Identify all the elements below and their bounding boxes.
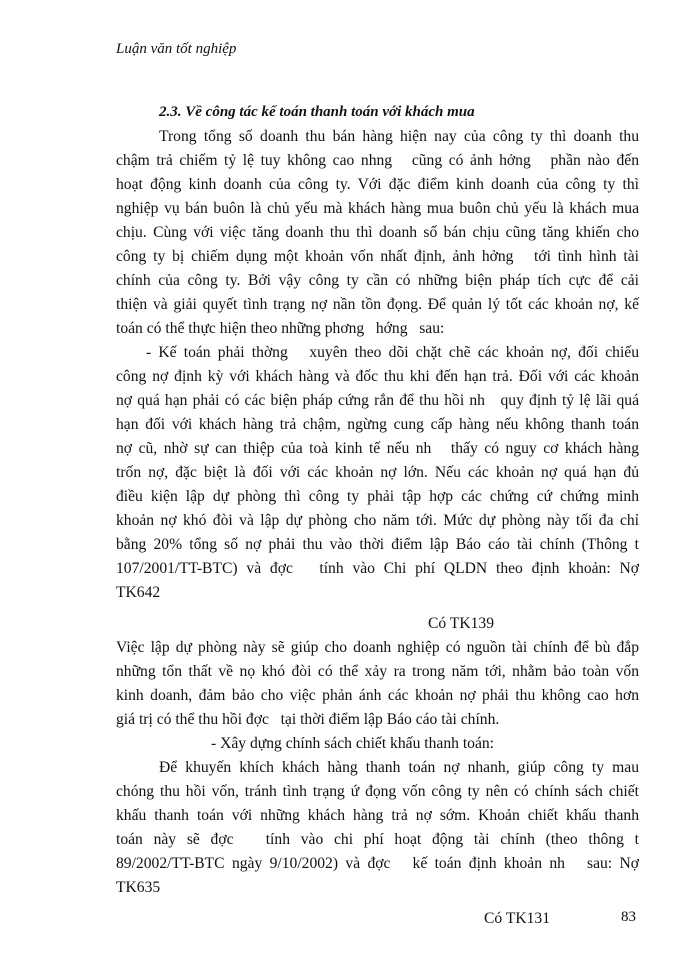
text-line: toán này sẽ đợc tính vào chi phí hoạt động tài chính (theo thông t [116, 831, 639, 848]
text-line: TK642 [116, 584, 161, 601]
text-line: - Kế toán phải thờng xuyên theo dõi chặt chẽ các khoản nợ, đối chiếu [146, 344, 639, 361]
text-line: điều kiện lập dự phòng thì công ty phải tập hợp các chứng cứ chứng minh [116, 488, 639, 505]
text-line: khấu thanh toán với những khách hàng trả nợ sớm. Khoản chiết khấu thanh [116, 807, 639, 824]
text-line: 89/2002/TT-BTC ngày 9/10/2002) và đợc kế toán định khoản nh sau: Nợ [116, 855, 639, 872]
credit-account-line: Có TK131 [484, 910, 550, 927]
text-line: chóng thu hồi vốn, tránh tình trạng ứ đọng vốn công ty nên có chính sách chiết [116, 783, 639, 800]
text-line: nghiệp vụ bán buôn là chủ yếu mà khách hàng mua buôn chủ yếu là khách mua [116, 200, 639, 217]
text-line: kinh doanh, đảm bảo cho việc phản ánh các khoản nợ phải thu không cao hơn [116, 687, 639, 704]
text-line: nợ cũ, nhờ sự can thiệp của toà kinh tế nếu nh thấy có nguy cơ khách hàng [116, 440, 639, 457]
text-line: bằng 20% tổng số nợ phải thu vào thời điểm lập Báo cáo tài chính (Thông t [116, 536, 639, 553]
text-line: công nợ định kỳ với khách hàng và đốc thu khi đến hạn trả. Đối với các khoản [116, 368, 639, 385]
text-line: khoản nợ khó đòi và lập dự phòng cho năm tới. Mức dự phòng này tối đa chỉ [116, 512, 639, 529]
section-title: 2.3. Về công tác kế toán thanh toán với khách mua [159, 104, 475, 120]
text-line: những tổn thất về nọ khó đòi có thể xảy ra trong năm tới, nhằm bảo toàn vốn [116, 663, 639, 680]
text-line: Để khuyến khích khách hàng thanh toán nợ nhanh, giúp công ty mau [159, 759, 639, 776]
text-line: chậm trả chiếm tỷ lệ tuy không cao nhng cũng có ảnh hởng phần nào đến [116, 152, 639, 169]
credit-account-line: Có TK139 [428, 615, 494, 632]
text-line: giá trị có thể thu hồi đợc tại thời điểm lập Báo cáo tài chính. [116, 711, 500, 728]
text-line: - Xây dựng chính sách chiết khấu thanh toán: [211, 735, 494, 752]
text-line: Trong tổng số doanh thu bán hàng hiện nay của công ty thì doanh thu [159, 128, 639, 145]
text-line: công ty bị chiếm dụng một khoản vốn nhất định, ảnh hởng tới tình hình tài [116, 248, 639, 265]
text-line: chính của công ty. Bởi vậy công ty cần có những biện pháp tích cực để cải [116, 272, 639, 289]
text-line: chịu. Cùng với việc tăng doanh thu thì doanh số bán chịu cũng tăng khiến cho [116, 224, 639, 241]
text-line: Việc lập dự phòng này sẽ giúp cho doanh nghiệp có nguồn tài chính để bù đắp [116, 639, 639, 656]
text-line: 107/2001/TT-BTC) và đợc tính vào Chi phí QLDN theo định khoản: Nợ [116, 560, 639, 577]
text-line: hoạt động kinh doanh của công ty. Với đặc điểm kinh doanh của công ty thì [116, 176, 639, 193]
document-header: Luận văn tốt nghiệp [116, 41, 237, 57]
text-line: hạn đối với khách hàng trả chậm, ngừng cung cấp hàng nếu không thanh toán [116, 416, 639, 433]
text-line: toán có thể thực hiện theo những phơng hớng sau: [116, 320, 445, 337]
text-line: TK635 [116, 879, 161, 896]
page-number: 83 [621, 909, 636, 925]
text-line: thiện và giải quyết tình trạng nợ nần tồn đọng. Để quản lý tốt các khoản nợ, kế [116, 296, 639, 313]
text-line: trốn nợ, đặc biệt là đối với các khoản nợ lớn. Nếu các khoản nợ quá hạn đủ [116, 464, 639, 481]
text-line: nợ quá hạn phải có các biện pháp cứng rắn để thu hồi nh quy định tỷ lệ lãi quá [116, 392, 639, 409]
